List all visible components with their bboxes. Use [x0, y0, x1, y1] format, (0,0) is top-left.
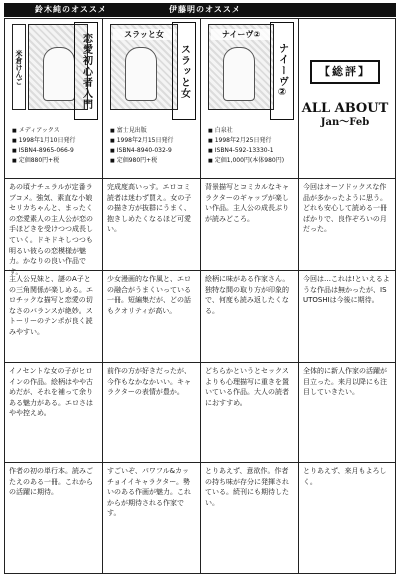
book-isbn: ■ ISBN4-8965-066-9 [12, 146, 75, 156]
book-publisher: ■ 富士見出版 [110, 126, 173, 136]
cover-figure [223, 47, 255, 101]
review-col3-row4: とりあえず、意欲作。作者の持ち味が存分に発揮されている。続刊にも期待したい。 [205, 467, 289, 507]
review-col1-row2: 主人公兄妹と、謎のA子との三角関係が楽しめる。エロチックな描写と恋愛の切なさのバランスが絶妙。ストーリーのテンポが良く読みやすい。 [9, 275, 93, 336]
review-col2-row4: すごいぞ、パワフル&カッチョイイキャラクター。勢いのある作画が魅力。これからが期待される作家です。 [107, 467, 191, 518]
book-date: ■ 1998年2月15日発行 [110, 136, 173, 146]
book-cover-image [208, 24, 274, 110]
header-bar [4, 3, 396, 17]
book-info [110, 126, 173, 166]
book-info [12, 126, 75, 166]
review-col2-row3: 前作の方が好きだったが、今作もなかなかいい。キャラクターの表情が豊か。 [107, 367, 191, 397]
review-col2-row1: 完成度高いっす。エロコミ読者は迷わず買え。女の子の描き方が抜群にうまく、抱きしめたくなるほど可愛い。 [107, 183, 192, 234]
book-cover-image [110, 24, 178, 110]
book-title [74, 22, 98, 120]
header-col2: 伊藤明のオススメ [168, 5, 241, 14]
book-price: ■ 定価880円+税 [12, 156, 75, 166]
book-price: ■ 定価1,000円(本体980円) [208, 156, 284, 166]
book-title-text: ナイーヴ② [276, 43, 288, 99]
summary-title [300, 102, 390, 130]
cover-figure [43, 47, 75, 101]
book-price: ■ 定価980円+税 [110, 156, 173, 166]
row-divider-2 [4, 270, 396, 271]
book-cell-3 [200, 20, 298, 178]
review-col2-row2: 少女漫画的な作風と、エロの融合がうまくいっている一冊。短編集だが、どの話もクオリティが高い。 [107, 275, 191, 315]
summary-text-2: 今回は…これは!といえるような作品は無かったが、ISUTOSHIは今後に期待。 [303, 275, 390, 305]
book-title-text: スラッと女 [178, 43, 190, 99]
book-title [172, 22, 196, 120]
row-divider-1 [4, 178, 396, 179]
book-publisher: ■ メディアックス [12, 126, 75, 136]
cover-title: ナイーヴ② [211, 29, 271, 40]
cover-title: スラッと女 [113, 29, 175, 40]
book-title [270, 22, 294, 120]
book-date: ■ 1998年2月25日発行 [208, 136, 284, 146]
summary-title-sub: Jan～Feb [320, 117, 370, 128]
summary-text-1: 今回はオーソドックスな作品が多かったように思う。どれも安心して読める一冊ばかりで、良作ぞろいの月だった。 [303, 183, 387, 234]
review-col1-row4: 作者の初の単行本。読みごたえのある一冊。これからの活躍に期待。 [9, 467, 93, 497]
review-col3-row1: 背景描写とコミカルなキャラクターのギャップが楽しい作品。主人公の成長ぶりが読みどころ。 [205, 183, 289, 223]
review-col1-row3: イノセントな女の子がヒロインの作品。絵柄はやや古めだが、それを補って余りある魅力がある。エロさはやや控えめ。 [9, 367, 93, 418]
summary-text-4: とりあえず、来月もよろしく。 [303, 467, 387, 486]
review-col3-row3: どちらかというとセックスよりも心理描写に重きを置いている作品。大人の読者におすすめ。 [205, 367, 289, 407]
book-spine: 米倉けんご [12, 24, 26, 110]
review-col3-row2: 絵柄に味がある作家さん。独特な間の取り方が印象的で、何度も読み返したくなる。 [205, 275, 290, 315]
book-cell-1 [4, 20, 102, 178]
book-isbn: ■ ISBN4-8940-032-9 [110, 146, 173, 156]
review-col1-row1: あの頃ナチュラルが定番ラブコメ。強気、素直な小娘セリカちゃんと、まったくの恋愛素人の主人公が恋の手ほどきを受けつつ成長していく。ドキドキしつつも明るい彼らの恋模様が魅力。かなりの良い作品です。 [9, 183, 93, 276]
book-title-text: 恋愛初心者入門 [80, 32, 92, 110]
summary-title-main: ALL ABOUT [301, 101, 389, 116]
row-divider-4 [4, 462, 396, 463]
summary-text-3: 全体的に新人作家の活躍が目立った。来月以降にも注目していきたい。 [303, 367, 387, 397]
book-date: ■ 1998年1月10日発行 [12, 136, 75, 146]
book-info [208, 126, 284, 166]
book-cell-2 [102, 20, 200, 178]
book-isbn: ■ ISBN4-592-13330-1 [208, 146, 284, 156]
row-divider-3 [4, 362, 396, 363]
cover-figure [125, 47, 157, 101]
header-col1: 鈴木純のオススメ [35, 5, 107, 14]
book-publisher: ■ 白泉社 [208, 126, 284, 136]
summary-label: 【総評】 [310, 60, 380, 84]
